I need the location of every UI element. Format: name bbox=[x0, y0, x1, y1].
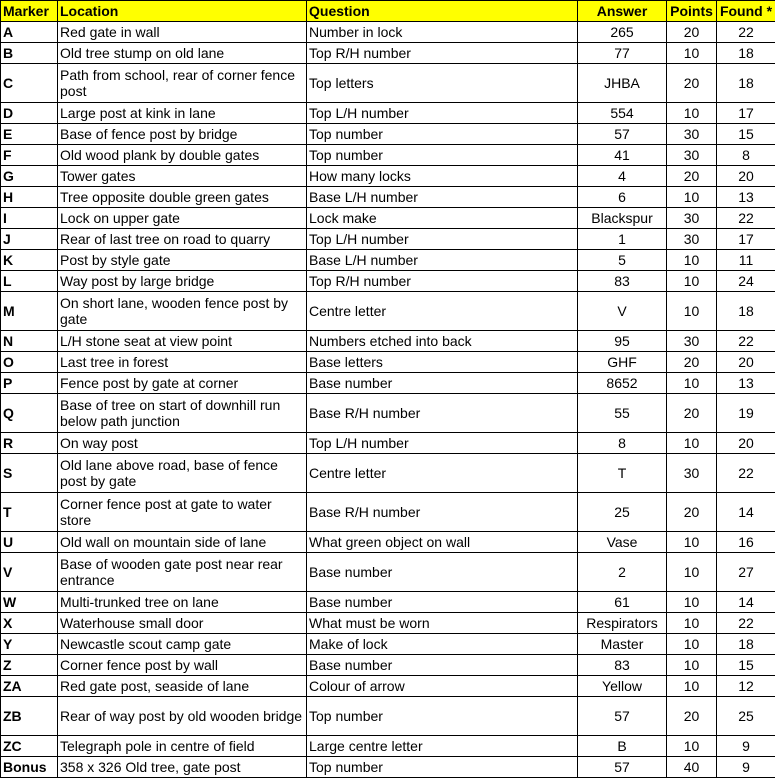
question-cell: Top L/H number bbox=[307, 229, 578, 250]
points-cell: 40 bbox=[667, 757, 717, 778]
found-cell: 22 bbox=[717, 22, 775, 43]
answer-cell: 5 bbox=[578, 250, 667, 271]
location-cell: Lock on upper gate bbox=[58, 208, 307, 229]
question-cell: What green object on wall bbox=[307, 532, 578, 553]
question-cell: Base L/H number bbox=[307, 250, 578, 271]
points-cell: 10 bbox=[667, 271, 717, 292]
found-cell: 18 bbox=[717, 292, 775, 331]
points-cell: 10 bbox=[667, 292, 717, 331]
answer-cell: V bbox=[578, 292, 667, 331]
location-cell: Rear of last tree on road to quarry bbox=[58, 229, 307, 250]
marker-cell: A bbox=[1, 22, 58, 43]
location-cell: Red gate post, seaside of lane bbox=[58, 676, 307, 697]
points-cell: 30 bbox=[667, 331, 717, 352]
answer-cell: Respirators bbox=[578, 613, 667, 634]
table-row bbox=[1, 229, 775, 250]
question-cell: How many locks bbox=[307, 166, 578, 187]
table-row bbox=[1, 43, 775, 64]
location-cell: Corner fence post at gate to water store bbox=[58, 493, 307, 532]
question-cell: Number in lock bbox=[307, 22, 578, 43]
location-cell: On short lane, wooden fence post by gate bbox=[58, 292, 307, 331]
table-row bbox=[1, 124, 775, 145]
table-row bbox=[1, 697, 775, 736]
location-cell: Large post at kink in lane bbox=[58, 103, 307, 124]
answer-cell: Master bbox=[578, 634, 667, 655]
answer-cell: Vase bbox=[578, 532, 667, 553]
answer-cell: 554 bbox=[578, 103, 667, 124]
marker-cell: S bbox=[1, 454, 58, 493]
marker-cell: E bbox=[1, 124, 58, 145]
marker-cell: U bbox=[1, 532, 58, 553]
found-cell: 9 bbox=[717, 736, 775, 757]
points-cell: 20 bbox=[667, 166, 717, 187]
found-cell: 14 bbox=[717, 592, 775, 613]
points-cell: 10 bbox=[667, 187, 717, 208]
found-cell: 25 bbox=[717, 697, 775, 736]
points-cell: 10 bbox=[667, 676, 717, 697]
marker-cell: Bonus bbox=[1, 757, 58, 778]
answer-cell: 57 bbox=[578, 757, 667, 778]
table-row bbox=[1, 676, 775, 697]
location-cell: Rear of way post by old wooden bridge bbox=[58, 697, 307, 736]
table-row bbox=[1, 166, 775, 187]
header-location: Location bbox=[58, 1, 307, 22]
answer-cell: T bbox=[578, 454, 667, 493]
location-cell: Newcastle scout camp gate bbox=[58, 634, 307, 655]
location-cell: Multi-trunked tree on lane bbox=[58, 592, 307, 613]
points-cell: 20 bbox=[667, 394, 717, 433]
points-cell: 20 bbox=[667, 22, 717, 43]
marker-cell: D bbox=[1, 103, 58, 124]
found-cell: 13 bbox=[717, 187, 775, 208]
marker-cell: ZC bbox=[1, 736, 58, 757]
found-cell: 15 bbox=[717, 124, 775, 145]
table-row bbox=[1, 352, 775, 373]
points-cell: 10 bbox=[667, 736, 717, 757]
found-cell: 20 bbox=[717, 166, 775, 187]
location-cell: Base of wooden gate post near rear entrance bbox=[58, 553, 307, 592]
marker-cell: N bbox=[1, 331, 58, 352]
marker-cell: Y bbox=[1, 634, 58, 655]
points-cell: 20 bbox=[667, 493, 717, 532]
question-cell: Top L/H number bbox=[307, 103, 578, 124]
question-cell: Top letters bbox=[307, 64, 578, 103]
table-row bbox=[1, 103, 775, 124]
location-cell: Corner fence post by wall bbox=[58, 655, 307, 676]
marker-cell: K bbox=[1, 250, 58, 271]
location-cell: Post by style gate bbox=[58, 250, 307, 271]
question-cell: Make of lock bbox=[307, 634, 578, 655]
answer-cell: 55 bbox=[578, 394, 667, 433]
marker-cell: M bbox=[1, 292, 58, 331]
question-cell: Base L/H number bbox=[307, 187, 578, 208]
found-cell: 9 bbox=[717, 757, 775, 778]
header-answer: Answer bbox=[578, 1, 667, 22]
question-cell: Base number bbox=[307, 553, 578, 592]
location-cell: Path from school, rear of corner fence post bbox=[58, 64, 307, 103]
points-cell: 10 bbox=[667, 613, 717, 634]
points-cell: 30 bbox=[667, 124, 717, 145]
answer-cell: GHF bbox=[578, 352, 667, 373]
answer-cell: 41 bbox=[578, 145, 667, 166]
points-cell: 10 bbox=[667, 373, 717, 394]
question-cell: Base number bbox=[307, 655, 578, 676]
points-cell: 20 bbox=[667, 64, 717, 103]
location-cell: Base of fence post by bridge bbox=[58, 124, 307, 145]
question-cell: Large centre letter bbox=[307, 736, 578, 757]
location-cell: Old lane above road, base of fence post by gate bbox=[58, 454, 307, 493]
table-row bbox=[1, 493, 775, 532]
found-cell: 20 bbox=[717, 433, 775, 454]
question-cell: Top R/H number bbox=[307, 271, 578, 292]
marker-cell: T bbox=[1, 493, 58, 532]
location-cell: Tree opposite double green gates bbox=[58, 187, 307, 208]
answer-cell: 2 bbox=[578, 553, 667, 592]
location-cell: Way post by large bridge bbox=[58, 271, 307, 292]
found-cell: 8 bbox=[717, 145, 775, 166]
points-cell: 10 bbox=[667, 43, 717, 64]
question-cell: Numbers etched into back bbox=[307, 331, 578, 352]
table-row bbox=[1, 757, 775, 778]
found-cell: 13 bbox=[717, 373, 775, 394]
question-cell: Top number bbox=[307, 697, 578, 736]
points-cell: 10 bbox=[667, 655, 717, 676]
points-cell: 30 bbox=[667, 229, 717, 250]
marker-cell: P bbox=[1, 373, 58, 394]
found-cell: 16 bbox=[717, 532, 775, 553]
question-cell: Top R/H number bbox=[307, 43, 578, 64]
answer-cell: 57 bbox=[578, 697, 667, 736]
location-cell: Fence post by gate at corner bbox=[58, 373, 307, 394]
found-cell: 27 bbox=[717, 553, 775, 592]
table-row bbox=[1, 292, 775, 331]
answer-cell: 61 bbox=[578, 592, 667, 613]
question-cell: Base R/H number bbox=[307, 394, 578, 433]
points-cell: 30 bbox=[667, 145, 717, 166]
found-cell: 17 bbox=[717, 229, 775, 250]
question-cell: Colour of arrow bbox=[307, 676, 578, 697]
answer-cell: 25 bbox=[578, 493, 667, 532]
found-cell: 22 bbox=[717, 331, 775, 352]
points-cell: 10 bbox=[667, 553, 717, 592]
found-cell: 15 bbox=[717, 655, 775, 676]
answer-cell: 265 bbox=[578, 22, 667, 43]
answer-cell: 8652 bbox=[578, 373, 667, 394]
marker-cell: X bbox=[1, 613, 58, 634]
table-row bbox=[1, 634, 775, 655]
points-cell: 30 bbox=[667, 454, 717, 493]
location-cell: Waterhouse small door bbox=[58, 613, 307, 634]
table-row bbox=[1, 553, 775, 592]
location-cell: Old wood plank by double gates bbox=[58, 145, 307, 166]
points-cell: 10 bbox=[667, 103, 717, 124]
found-cell: 18 bbox=[717, 634, 775, 655]
answer-cell: B bbox=[578, 736, 667, 757]
marker-cell: B bbox=[1, 43, 58, 64]
points-cell: 10 bbox=[667, 532, 717, 553]
answer-cell: 83 bbox=[578, 655, 667, 676]
location-cell: Telegraph pole in centre of field bbox=[58, 736, 307, 757]
table-row bbox=[1, 22, 775, 43]
table-row bbox=[1, 454, 775, 493]
answer-cell: 95 bbox=[578, 331, 667, 352]
question-cell: Base number bbox=[307, 592, 578, 613]
question-cell: Centre letter bbox=[307, 454, 578, 493]
location-cell: Tower gates bbox=[58, 166, 307, 187]
points-cell: 10 bbox=[667, 634, 717, 655]
table-row bbox=[1, 433, 775, 454]
found-cell: 20 bbox=[717, 352, 775, 373]
points-cell: 20 bbox=[667, 352, 717, 373]
marker-cell: L bbox=[1, 271, 58, 292]
table-row bbox=[1, 373, 775, 394]
location-cell: Old wall on mountain side of lane bbox=[58, 532, 307, 553]
location-cell: 358 x 326 Old tree, gate post bbox=[58, 757, 307, 778]
table-body bbox=[1, 22, 775, 778]
location-cell: Last tree in forest bbox=[58, 352, 307, 373]
question-cell: Top number bbox=[307, 145, 578, 166]
found-cell: 18 bbox=[717, 64, 775, 103]
marker-cell: R bbox=[1, 433, 58, 454]
answer-cell: Blackspur bbox=[578, 208, 667, 229]
marker-cell: Z bbox=[1, 655, 58, 676]
marker-cell: H bbox=[1, 187, 58, 208]
found-cell: 17 bbox=[717, 103, 775, 124]
question-cell: What must be worn bbox=[307, 613, 578, 634]
points-cell: 10 bbox=[667, 250, 717, 271]
answer-cell: 4 bbox=[578, 166, 667, 187]
answer-cell: 6 bbox=[578, 187, 667, 208]
table-row bbox=[1, 271, 775, 292]
found-cell: 14 bbox=[717, 493, 775, 532]
question-cell: Lock make bbox=[307, 208, 578, 229]
table-row bbox=[1, 250, 775, 271]
points-cell: 30 bbox=[667, 208, 717, 229]
marker-cell: Q bbox=[1, 394, 58, 433]
location-cell: Old tree stump on old lane bbox=[58, 43, 307, 64]
found-cell: 12 bbox=[717, 676, 775, 697]
table-row bbox=[1, 331, 775, 352]
table-row bbox=[1, 208, 775, 229]
marker-cell: G bbox=[1, 166, 58, 187]
points-cell: 20 bbox=[667, 697, 717, 736]
question-cell: Top L/H number bbox=[307, 433, 578, 454]
table-row bbox=[1, 64, 775, 103]
answer-cell: Yellow bbox=[578, 676, 667, 697]
question-cell: Base letters bbox=[307, 352, 578, 373]
location-cell: Red gate in wall bbox=[58, 22, 307, 43]
question-cell: Centre letter bbox=[307, 292, 578, 331]
marker-cell: O bbox=[1, 352, 58, 373]
marker-cell: V bbox=[1, 553, 58, 592]
found-cell: 22 bbox=[717, 613, 775, 634]
found-cell: 22 bbox=[717, 454, 775, 493]
points-cell: 10 bbox=[667, 592, 717, 613]
answer-cell: 8 bbox=[578, 433, 667, 454]
marker-cell: J bbox=[1, 229, 58, 250]
points-cell: 10 bbox=[667, 433, 717, 454]
header-points: Points bbox=[667, 1, 717, 22]
question-cell: Top number bbox=[307, 124, 578, 145]
answer-cell: JHBA bbox=[578, 64, 667, 103]
question-cell: Top number bbox=[307, 757, 578, 778]
found-cell: 11 bbox=[717, 250, 775, 271]
answer-cell: 57 bbox=[578, 124, 667, 145]
location-cell: On way post bbox=[58, 433, 307, 454]
found-cell: 19 bbox=[717, 394, 775, 433]
header-row bbox=[1, 1, 775, 22]
location-cell: Base of tree on start of downhill run below path junction bbox=[58, 394, 307, 433]
answer-cell: 1 bbox=[578, 229, 667, 250]
marker-cell: C bbox=[1, 64, 58, 103]
marker-cell: ZB bbox=[1, 697, 58, 736]
answer-cell: 83 bbox=[578, 271, 667, 292]
found-cell: 18 bbox=[717, 43, 775, 64]
table-row bbox=[1, 655, 775, 676]
found-cell: 24 bbox=[717, 271, 775, 292]
marker-cell: F bbox=[1, 145, 58, 166]
header-found: Found * bbox=[717, 1, 775, 22]
question-cell: Base R/H number bbox=[307, 493, 578, 532]
header-marker: Marker bbox=[1, 1, 58, 22]
table-row bbox=[1, 145, 775, 166]
found-cell: 22 bbox=[717, 208, 775, 229]
table-row bbox=[1, 532, 775, 553]
table-row bbox=[1, 394, 775, 433]
location-cell: L/H stone seat at view point bbox=[58, 331, 307, 352]
table-row bbox=[1, 613, 775, 634]
marker-cell: I bbox=[1, 208, 58, 229]
table-row bbox=[1, 736, 775, 757]
table-row bbox=[1, 187, 775, 208]
question-cell: Base number bbox=[307, 373, 578, 394]
answer-cell: 77 bbox=[578, 43, 667, 64]
header-question: Question bbox=[307, 1, 578, 22]
table-row bbox=[1, 592, 775, 613]
marker-cell: ZA bbox=[1, 676, 58, 697]
marker-cell: W bbox=[1, 592, 58, 613]
